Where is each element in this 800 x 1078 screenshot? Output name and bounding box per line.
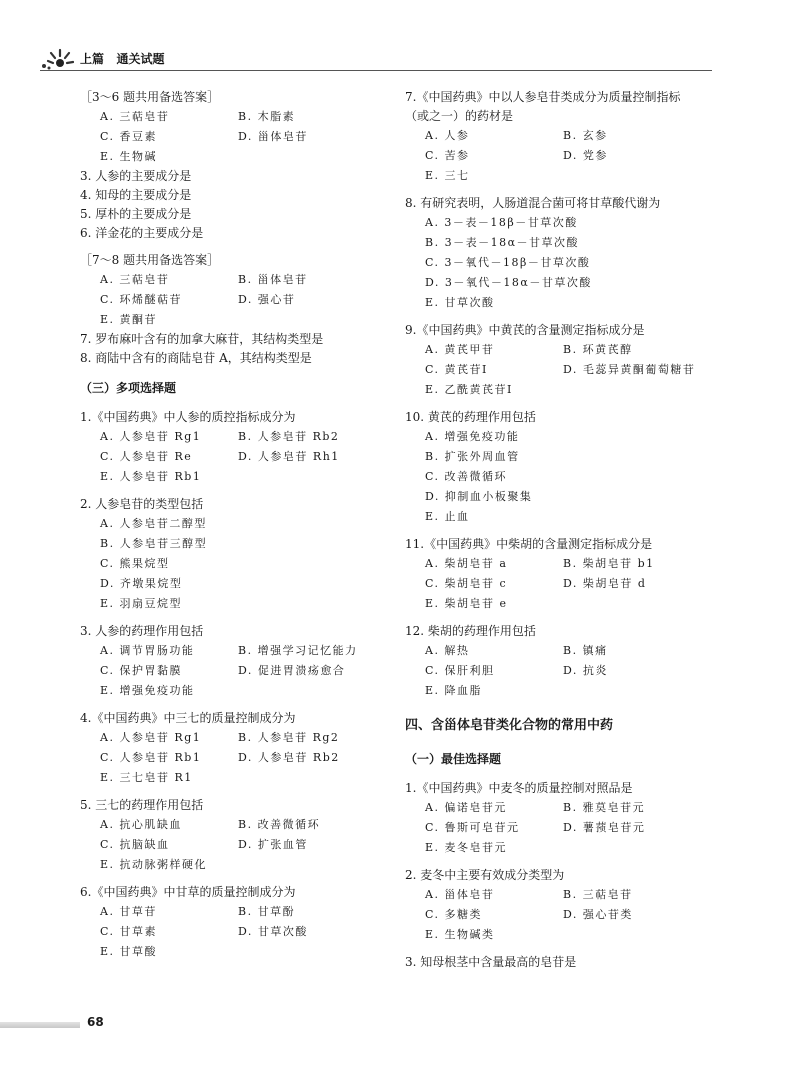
option: B. 3－表－18α－甘草次酸 <box>425 236 579 249</box>
question: 3. 知母根茎中含量最高的皂苷是 <box>405 955 577 969</box>
option-row <box>80 127 385 147</box>
option-row <box>80 270 385 290</box>
option: B. 木脂素 <box>238 110 296 123</box>
option: D. 抗炎 <box>563 664 608 677</box>
question: 6.《中国药典》中甘草的质量控制成分为 <box>80 885 296 899</box>
option: C. 多糖类 <box>425 908 483 921</box>
subsection-title: （一）最佳选择题 <box>405 752 502 766</box>
option: D. 甘草次酸 <box>238 925 308 938</box>
option: E. 生物碱 <box>100 150 158 163</box>
option: D. 党参 <box>563 149 608 162</box>
option: D. 抑制血小板聚集 <box>425 490 533 503</box>
option: B. 改善微循环 <box>238 818 321 831</box>
option: C. 人参皂苷 Rb1 <box>100 751 202 764</box>
option-row <box>405 380 715 400</box>
option: C. 改善微循环 <box>425 470 508 483</box>
option: D. 甾体皂苷 <box>238 130 308 143</box>
right-column <box>405 88 715 972</box>
option: A. 抗心肌缺血 <box>100 818 182 831</box>
option-row <box>405 818 715 838</box>
option-row <box>405 273 715 293</box>
option: A. 甘草苷 <box>100 905 157 918</box>
option: C. 熊果烷型 <box>100 557 170 570</box>
option: B. 三萜皂苷 <box>563 888 633 901</box>
option: A. 人参皂苷 Rg1 <box>100 731 202 744</box>
option: C. 苦参 <box>425 149 470 162</box>
option: D. 扩张血管 <box>238 838 308 851</box>
section-title: （三）多项选择题 <box>80 381 177 395</box>
option: C. 3－氧代－18β－甘草次酸 <box>425 256 591 269</box>
option: A. 柴胡皂苷 a <box>425 557 508 570</box>
option-row <box>80 922 385 942</box>
option-row <box>80 534 385 554</box>
question: 7. 罗布麻叶含有的加拿大麻苷，其结构类型是 <box>80 332 324 346</box>
option-row <box>405 253 715 273</box>
option-row <box>80 768 385 788</box>
option-row <box>405 213 715 233</box>
option-row <box>405 574 715 594</box>
option-row <box>80 594 385 614</box>
option-row <box>80 835 385 855</box>
option: A. 三萜皂苷 <box>100 110 170 123</box>
question: 2. 人参皂苷的类型包括 <box>80 497 204 511</box>
option: D. 柴胡皂苷 d <box>563 577 647 590</box>
option: D. 薯蓣皂苷元 <box>563 821 646 834</box>
option-row <box>80 514 385 534</box>
question: 6. 洋金花的主要成分是 <box>80 226 204 240</box>
option: A. 人参 <box>425 129 470 142</box>
option: B. 环黄芪醇 <box>563 343 633 356</box>
option: E. 三七 <box>425 169 470 182</box>
option: B. 人参皂苷 Rg2 <box>238 731 340 744</box>
option: E. 三七皂苷 R1 <box>100 771 193 784</box>
option: B. 增强学习记忆能力 <box>238 644 358 657</box>
option: C. 黄芪苷Ⅰ <box>425 363 488 376</box>
option: D. 毛蕊异黄酮葡萄糖苷 <box>563 363 696 376</box>
option-row <box>405 487 715 507</box>
option: A. 解热 <box>425 644 470 657</box>
option-row <box>80 554 385 574</box>
group-heading: ［7～8 题共用备选答案］ <box>80 253 220 267</box>
left-column <box>80 88 385 962</box>
option: B. 柴胡皂苷 b1 <box>563 557 655 570</box>
option-row <box>405 905 715 925</box>
option: A. 偏诺皂苷元 <box>425 801 507 814</box>
option: B. 雅莫皂苷元 <box>563 801 646 814</box>
question: 3. 人参的主要成分是 <box>80 169 192 183</box>
option-row <box>80 147 385 167</box>
option-row <box>80 290 385 310</box>
option-row <box>405 661 715 681</box>
option: D. 强心苷类 <box>563 908 633 921</box>
option-row <box>405 166 715 186</box>
question: 12. 柴胡的药理作用包括 <box>405 624 536 638</box>
option: D. 促进胃溃疡愈合 <box>238 664 346 677</box>
option: A. 三萜皂苷 <box>100 273 170 286</box>
section-title: 四、含甾体皂苷类化合物的常用中药 <box>405 718 614 733</box>
option-row <box>80 641 385 661</box>
option: A. 黄芪甲苷 <box>425 343 495 356</box>
option: A. 人参皂苷二醇型 <box>100 517 207 530</box>
option: D. 人参皂苷 Rh1 <box>238 450 340 463</box>
question: 11.《中国药典》中柴胡的含量测定指标成分是 <box>405 537 653 551</box>
option-row <box>405 467 715 487</box>
option-row <box>405 885 715 905</box>
question: 1.《中国药典》中人参的质控指标成分为 <box>80 410 296 424</box>
option-row <box>80 681 385 701</box>
question: 4.《中国药典》中三七的质量控制成分为 <box>80 711 296 725</box>
option: E. 黄酮苷 <box>100 313 158 326</box>
option-row <box>405 838 715 858</box>
question: 9.《中国药典》中黄芪的含量测定指标成分是 <box>405 323 645 337</box>
option-row <box>405 507 715 527</box>
option-row <box>80 447 385 467</box>
option-row <box>405 340 715 360</box>
option: C. 香豆素 <box>100 130 158 143</box>
option: E. 生物碱类 <box>425 928 495 941</box>
option-row <box>80 574 385 594</box>
option-row <box>405 554 715 574</box>
question-continued: （或之一）的药材是 <box>405 109 514 123</box>
option-row <box>405 594 715 614</box>
question: 7.《中国药典》中以人参皂苷类成分为质量控制指标 <box>405 90 681 104</box>
option: C. 柴胡皂苷 c <box>425 577 508 590</box>
option: D. 强心苷 <box>238 293 296 306</box>
option-row <box>405 360 715 380</box>
option: A. 3－表－18β－甘草次酸 <box>425 216 578 229</box>
option-row <box>405 681 715 701</box>
option: B. 人参皂苷三醇型 <box>100 537 208 550</box>
option: E. 人参皂苷 Rb1 <box>100 470 202 483</box>
question: 8. 商陆中含有的商陆皂苷 A，其结构类型是 <box>80 351 312 365</box>
option-row <box>405 233 715 253</box>
option: E. 抗动脉粥样硬化 <box>100 858 208 871</box>
option-row <box>80 748 385 768</box>
question: 2. 麦冬中主要有效成分类型为 <box>405 868 565 882</box>
option: C. 抗脑缺血 <box>100 838 170 851</box>
option-row <box>405 925 715 945</box>
question: 5. 三七的药理作用包括 <box>80 798 204 812</box>
option: C. 保护胃黏膜 <box>100 664 183 677</box>
option-row <box>80 855 385 875</box>
question: 4. 知母的主要成分是 <box>80 188 192 202</box>
option: B. 镇痛 <box>563 644 608 657</box>
question: 8. 有研究表明，人肠道混合菌可将甘草酸代谢为 <box>405 196 661 210</box>
option: C. 鲁斯可皂苷元 <box>425 821 520 834</box>
option: B. 玄参 <box>563 129 608 142</box>
option: E. 止血 <box>425 510 470 523</box>
option: D. 齐墩果烷型 <box>100 577 183 590</box>
footer-bar <box>0 1022 80 1028</box>
question: 1.《中国药典》中麦冬的质量控制对照品是 <box>405 781 633 795</box>
option-row <box>405 126 715 146</box>
header-title: 上篇 通关试题 <box>80 52 165 66</box>
option: A. 人参皂苷 Rg1 <box>100 430 202 443</box>
option: A. 增强免疫功能 <box>425 430 520 443</box>
option-row <box>80 661 385 681</box>
option: E. 羽扇豆烷型 <box>100 597 183 610</box>
option-row <box>405 427 715 447</box>
option-row <box>80 942 385 962</box>
option: A. 调节胃肠功能 <box>100 644 195 657</box>
option: E. 甘草酸 <box>100 945 158 958</box>
option-row <box>405 447 715 467</box>
option: E. 麦冬皂苷元 <box>425 841 508 854</box>
option: C. 人参皂苷 Re <box>100 450 193 463</box>
question: 5. 厚朴的主要成分是 <box>80 207 192 221</box>
question: 10. 黄芪的药理作用包括 <box>405 410 536 424</box>
group-heading: ［3～6 题共用备选答案］ <box>80 90 220 104</box>
option-row <box>80 467 385 487</box>
sunburst-logo-icon <box>40 46 74 72</box>
option: B. 人参皂苷 Rb2 <box>238 430 340 443</box>
header-divider <box>40 70 712 71</box>
option-row <box>405 641 715 661</box>
option: B. 扩张外周血管 <box>425 450 520 463</box>
option-row <box>80 427 385 447</box>
option-row <box>405 293 715 313</box>
option: C. 保肝利胆 <box>425 664 495 677</box>
option: E. 增强免疫功能 <box>100 684 195 697</box>
option: B. 甾体皂苷 <box>238 273 308 286</box>
option-row <box>80 310 385 330</box>
option: E. 甘草次酸 <box>425 296 495 309</box>
option: E. 柴胡皂苷 e <box>425 597 508 610</box>
page-number: 68 <box>87 1015 104 1029</box>
option: C. 甘草素 <box>100 925 158 938</box>
option: E. 降血脂 <box>425 684 483 697</box>
option: B. 甘草酚 <box>238 905 296 918</box>
option-row <box>80 728 385 748</box>
option-row <box>80 815 385 835</box>
option-row <box>80 902 385 922</box>
option: C. 环烯醚萜苷 <box>100 293 183 306</box>
page-header <box>40 46 712 72</box>
option-row <box>405 146 715 166</box>
option-row <box>80 107 385 127</box>
option: D. 人参皂苷 Rb2 <box>238 751 340 764</box>
question: 3. 人参的药理作用包括 <box>80 624 204 638</box>
option: D. 3－氧代－18α－甘草次酸 <box>425 276 592 289</box>
option: E. 乙酰黄芪苷Ⅰ <box>425 383 513 396</box>
option: A. 甾体皂苷 <box>425 888 495 901</box>
option-row <box>405 798 715 818</box>
